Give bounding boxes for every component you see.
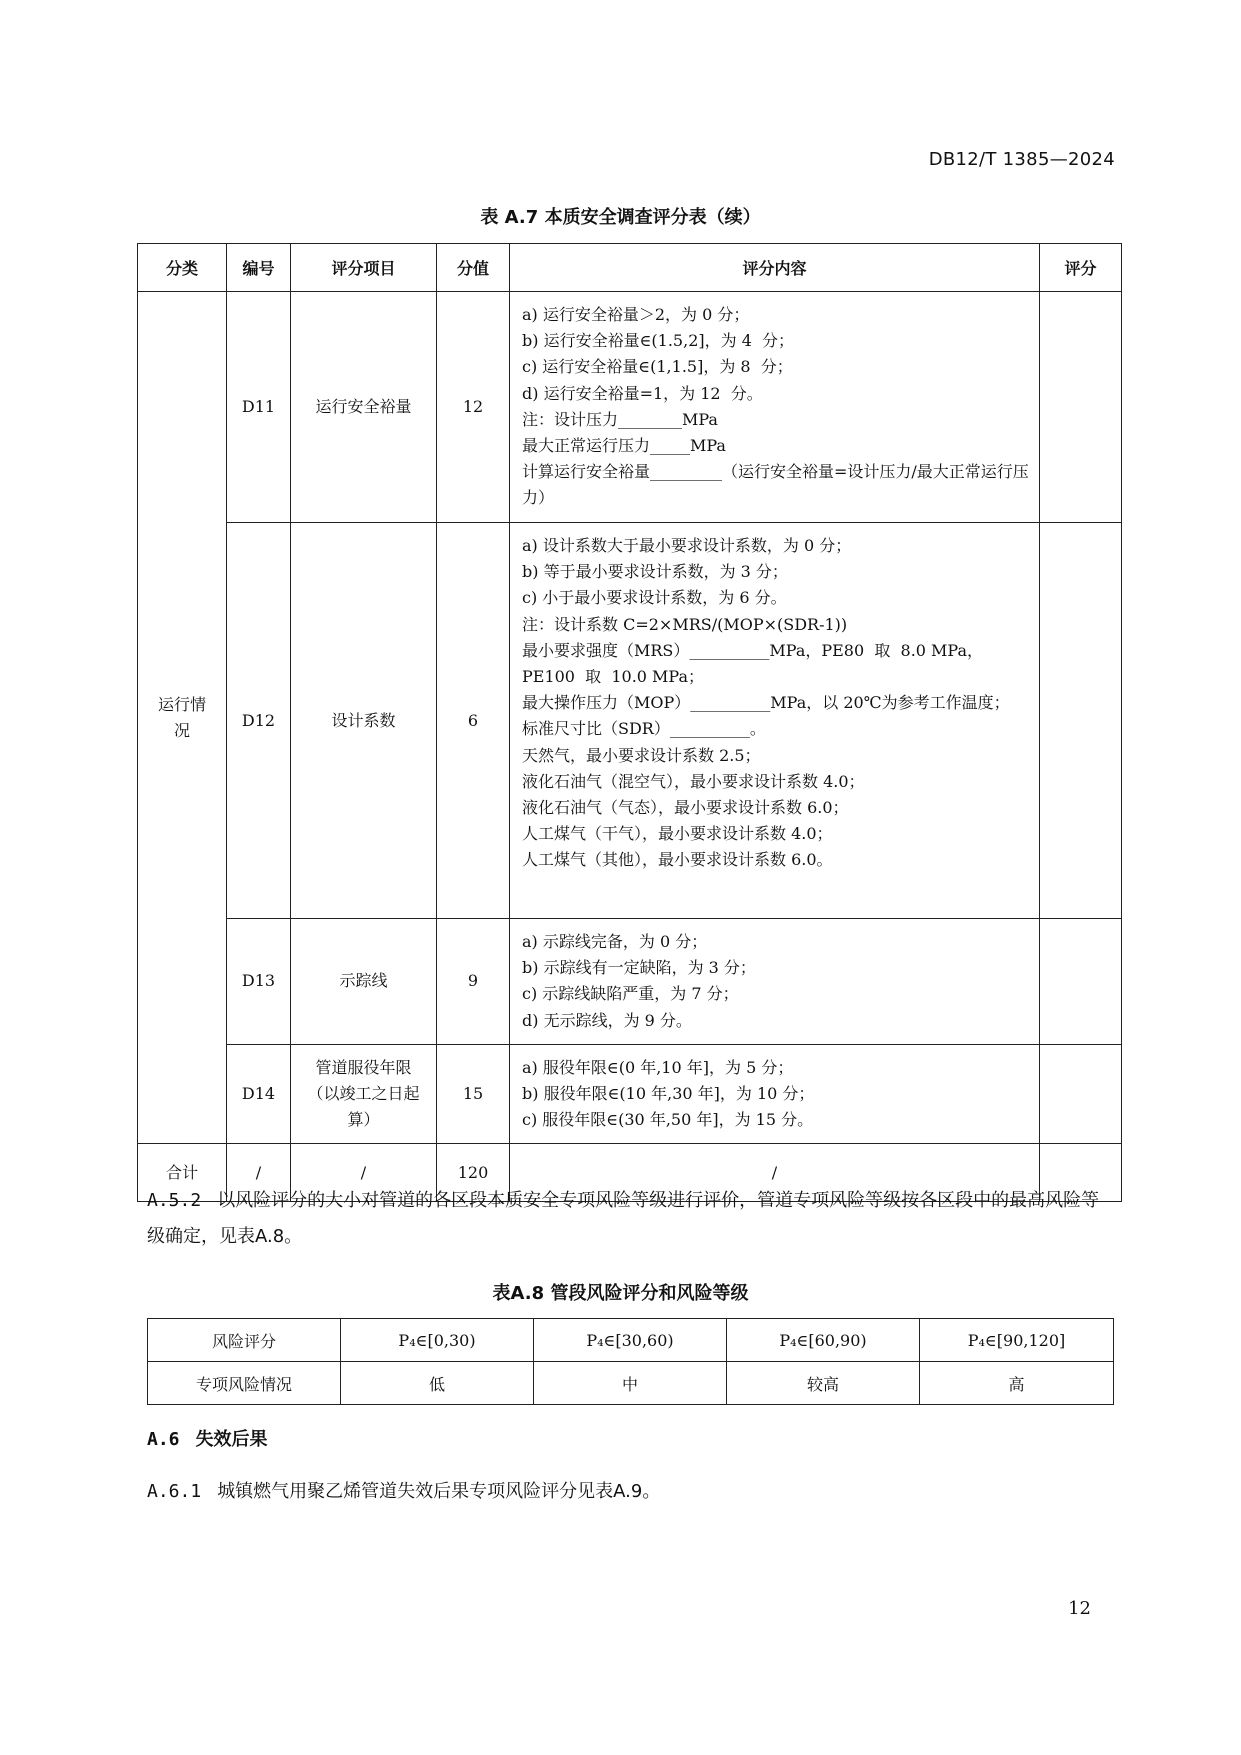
table-row (138, 919, 1122, 1045)
row-content (510, 1044, 1040, 1144)
header-category: 分类 (138, 244, 227, 292)
page-number: 12 (1068, 1598, 1091, 1619)
content-line: a) 服役年限∈(0 年,10 年]，为 5 分； (522, 1057, 794, 1077)
header-content: 评分内容 (510, 244, 1040, 292)
row-score: 15 (437, 1044, 510, 1144)
table-row (138, 523, 1122, 919)
row-rating (1040, 523, 1122, 919)
content-line: c) 运行安全裕量∈(1,1.5]，为 8 分； (522, 357, 793, 377)
content-line: 计算运行安全裕量_________（运行安全裕量=设计压力/最大正常运行压力） (522, 462, 1029, 508)
content-line: 最小要求强度（MRS）__________MPa，PE80 取 8.0 MPa，PE100 取 10.0 MPa； (522, 640, 984, 687)
table-row (138, 1044, 1122, 1144)
content-line: 最大正常运行压力_____MPa (522, 436, 726, 456)
header-score: 分值 (437, 244, 510, 292)
content-line: b) 运行安全裕量∈(1.5,2]，为 4 分； (522, 331, 795, 351)
content-line: a) 设计系数大于最小要求设计系数，为 0 分； (522, 536, 852, 555)
table-a7 (137, 243, 1122, 1202)
content-line: d) 运行安全裕量=1，为 12 分。 (522, 383, 763, 403)
category-cell: 运行情况 (138, 292, 227, 1144)
clause-number: A.5.2 (147, 1190, 202, 1211)
row-id: D11 (227, 292, 291, 523)
content-line: 液化石油气（混空气），最小要求设计系数 4.0； (522, 771, 865, 791)
paragraph-a52 (147, 1183, 1113, 1255)
paragraph-text: 城镇燃气用聚乙烯管道失效后果专项风险评分见表A.9。 (217, 1481, 661, 1502)
content-line: b) 等于最小要求设计系数，为 3 分； (522, 562, 788, 582)
content-line: 天然气，最小要求设计系数 2.5； (522, 745, 761, 765)
content-line: c) 服役年限∈(30 年,50 年]，为 15 分。 (522, 1110, 814, 1130)
content-line: b) 服役年限∈(10 年,30 年]，为 10 分； (522, 1084, 815, 1104)
total-label: 合计 (138, 1144, 227, 1202)
content-line: c) 小于最小要求设计系数，为 6 分。 (522, 588, 787, 608)
header-id: 编号 (227, 244, 291, 292)
content-line: 最大操作压力（MOP）__________MPa，以 20℃为参考工作温度； (522, 693, 1010, 713)
row-item: 管道服役年限（以竣工之日起算） (291, 1044, 437, 1144)
row-item: 运行安全裕量 (291, 292, 437, 523)
table-header-row (138, 244, 1122, 292)
table-row (138, 292, 1122, 523)
total-id: / (227, 1144, 291, 1202)
document-code: DB12/T 1385—2024 (928, 149, 1115, 170)
risk-level-label: 专项风险情况 (148, 1362, 341, 1405)
paragraph-a61 (147, 1474, 1113, 1510)
content-line: 注：设计系数 C=2×MRS/(MOP×(SDR-1)) (522, 614, 848, 634)
content-line: b) 示踪线有一定缺陷，为 3 分； (522, 958, 756, 978)
risk-score-label: 风险评分 (148, 1319, 341, 1362)
content-line: 液化石油气（气态），最小要求设计系数 6.0； (522, 798, 849, 818)
risk-range: P₄∈[90,120] (920, 1319, 1114, 1362)
content-line: a) 运行安全裕量＞2，为 0 分； (522, 305, 750, 324)
row-rating (1040, 1044, 1122, 1144)
content-line: 人工煤气（其他），最小要求设计系数 6.0。 (522, 850, 833, 870)
row-rating (1040, 292, 1122, 523)
content-line: a) 示踪线完备，为 0 分； (522, 932, 708, 951)
row-content (510, 919, 1040, 1045)
total-score: 120 (437, 1144, 510, 1202)
row-id: D13 (227, 919, 291, 1045)
clause-number: A.6.1 (147, 1481, 202, 1502)
content-line: d) 无示踪线，为 9 分。 (522, 1010, 692, 1030)
section-title: 失效后果 (195, 1429, 268, 1450)
content-line: 注：设计压力________MPa (522, 409, 718, 429)
risk-range: P₄∈[30,60) (534, 1319, 727, 1362)
total-content: / (510, 1144, 1040, 1202)
row-content (510, 292, 1040, 523)
risk-range: P₄∈[60,90) (727, 1319, 920, 1362)
row-content (510, 523, 1040, 919)
risk-level: 中 (534, 1362, 727, 1405)
row-score: 12 (437, 292, 510, 523)
risk-level: 低 (341, 1362, 534, 1405)
row-score: 9 (437, 919, 510, 1045)
section-heading-a6 (147, 1422, 1113, 1458)
table-a8 (147, 1318, 1114, 1405)
row-id: D14 (227, 1044, 291, 1144)
risk-range: P₄∈[0,30) (341, 1319, 534, 1362)
content-line: c) 示踪线缺陷严重，为 7 分； (522, 984, 739, 1004)
row-score: 6 (437, 523, 510, 919)
section-number: A.6 (147, 1429, 180, 1450)
table-a7-caption: 表 A.7 本质安全调查评分表（续） (480, 207, 761, 228)
table-row (148, 1319, 1114, 1362)
paragraph-text: 以风险评分的大小对管道的各区段本质安全专项风险等级进行评价，管道专项风险等级按各区段中的最高风险等级确定，见表A.8。 (147, 1190, 1100, 1247)
row-item: 示踪线 (291, 919, 437, 1045)
risk-level: 高 (920, 1362, 1114, 1405)
content-line: 标准尺寸比（SDR）__________。 (522, 719, 766, 739)
header-rating: 评分 (1040, 244, 1122, 292)
total-item: / (291, 1144, 437, 1202)
table-row (148, 1362, 1114, 1405)
content-line: 人工煤气（干气），最小要求设计系数 4.0； (522, 824, 833, 844)
row-item: 设计系数 (291, 523, 437, 919)
table-a8-caption: 表A.8 管段风险评分和风险等级 (492, 1283, 749, 1304)
row-rating (1040, 919, 1122, 1045)
header-item: 评分项目 (291, 244, 437, 292)
risk-level: 较高 (727, 1362, 920, 1405)
row-id: D12 (227, 523, 291, 919)
